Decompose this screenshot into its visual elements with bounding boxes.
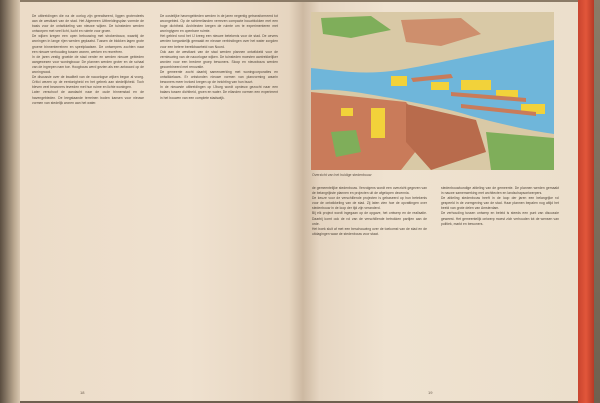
paragraph: De verhouding tussen ontwerp en beleid is steeds een punt van discussie geweest. Het gemeentelijk ontwerp moest zich verhouden tot de wensen van politiek, markt en bewoners. xyxy=(441,211,559,226)
right-page-column-1 xyxy=(312,186,427,376)
map-caption: Overzicht van het huidige stedenbouw xyxy=(312,173,372,177)
right-page-column-2 xyxy=(441,186,559,361)
paragraph: de gemeentelijke stedenbouw. Vervolgens wordt een overzicht gegeven van de belangrijkste plannen en projecten uit de afgelopen decennia. xyxy=(312,186,427,196)
map-new-development xyxy=(391,76,407,86)
paragraph: In de jaren zestig groeide de stad verder en werden nieuwe gebieden aangewezen voor woningbouw. De plannen werden groter en de schaal van de ingrepen nam toe. Hoogbouw werd gezien als een antwoord op de woningnood. xyxy=(32,54,144,75)
paragraph: De discussie over de kwaliteit van de naoorlogse wijken begon al vroeg. Critici wezen op de eentonigheid en het gebrek aan stedelijkheid. Toch bleven veel bewoners tevreden met hun ruime en lichte woningen. xyxy=(32,75,144,90)
map-new-development xyxy=(371,108,385,138)
book-cover-edge xyxy=(578,0,594,403)
book-spine-edge xyxy=(0,0,20,403)
paragraph: De gemeente zocht daarbij samenwerking met woningcorporaties en ontwikkelaars. Er ontstonden nieuwe vormen van planvorming waarin bewoners meer invloed kregen op de inrichting van hun buurt. xyxy=(160,70,278,85)
map-new-development xyxy=(431,82,449,90)
paragraph: In de nieuwste uitbreidingen op IJburg wordt opnieuw gezocht naar een balans tussen dichtheid, groen en water. De eilanden vormen een experiment in het bouwen van een complete stadswijk. xyxy=(160,85,278,100)
paragraph: De keuze voor de verschillende projecten is gebaseerd op hun betekenis voor de ontwikkeling van de stad. Zij laten zien hoe de opvattingen over stedenbouw in de loop der tijd zijn veranderd. xyxy=(312,196,427,211)
paragraph: Het boek sluit af met een beschouwing over de toekomst van de stad en de uitdagingen waar de stedenbouw voor staat. xyxy=(312,226,427,236)
paragraph: Later verschoof de aandacht naar de oude binnenstad en de havengebieden. De leegstaande terreinen boden kansen voor nieuwe vormen van stedelijk wonen aan het water. xyxy=(32,90,144,105)
left-page-column-2 xyxy=(160,14,278,386)
paragraph: De oostelijke havengebieden werden in de jaren negentig getransformeerd tot woongebied. Op de schiereilanden verrezen compacte bouwblokken met een hoge dichtheid. Architecten kregen de ruimte om te experimenteren met woningtypen en openbare ruimte. xyxy=(160,14,278,34)
map-new-development xyxy=(461,80,491,90)
map-new-development xyxy=(341,108,353,116)
city-map-image xyxy=(311,12,554,170)
left-page-column-1 xyxy=(32,14,144,386)
right-page-number: 19 xyxy=(428,390,433,395)
map-green-south xyxy=(486,132,554,170)
left-page-number: 18 xyxy=(80,390,85,395)
paragraph: Bij elk project wordt ingegaan op de opgave, het ontwerp en de realisatie. Daarbij komt ook de rol van de verschillende betrokken partijen aan de orde. xyxy=(312,211,427,226)
paragraph: De afdeling stedenbouw heeft in de loop der jaren een belangrijke rol gespeeld in de vormgeving van de stad. Haar plannen bepalen nog altijd het beeld van grote delen van Amsterdam. xyxy=(441,196,559,211)
paragraph: Ook aan de westkant van de stad werden plannen ontwikkeld voor de vernieuwing van de naoorlogse wijken. De tuinsteden moesten aantrekkelijker worden voor een bredere groep bewoners. Sloop en nieuwbouw werden gecombineerd met renovatie. xyxy=(160,49,278,69)
paragraph: stedenbouwkundige afdeling van de gemeente. De plannen werden gemaakt in nauwe samenwerking met architecten en landschapsontwerpers. xyxy=(441,186,559,196)
paragraph: Het gebied rond het IJ kreeg een nieuwe betekenis voor de stad. De oevers werden toegankelijk gemaakt en nieuwe verbindingen over het water zorgden voor een betere bereikbaarheid van Noord. xyxy=(160,34,278,49)
paragraph: De uitbreidingen die na de oorlog zijn gerealiseerd, liggen grotendeels aan de westkant van de stad. Het Algemeen Uitbreidingsplan vormde de basis voor de ontwikkeling van nieuwe wijken. De tuinsteden werden ontworpen met veel licht, lucht en ruimte voor groen. xyxy=(32,14,144,34)
paragraph: De wijken kregen een open bebouwing met strokenbouw, waarbij de woningen in lange rijen werden geplaatst. Tussen de blokken lagen grote groene binnenterreinen en speelplaatsen. De ontwerpers zochten naar een nieuwe verhouding tussen wonen, werken en recreëren. xyxy=(32,34,144,54)
